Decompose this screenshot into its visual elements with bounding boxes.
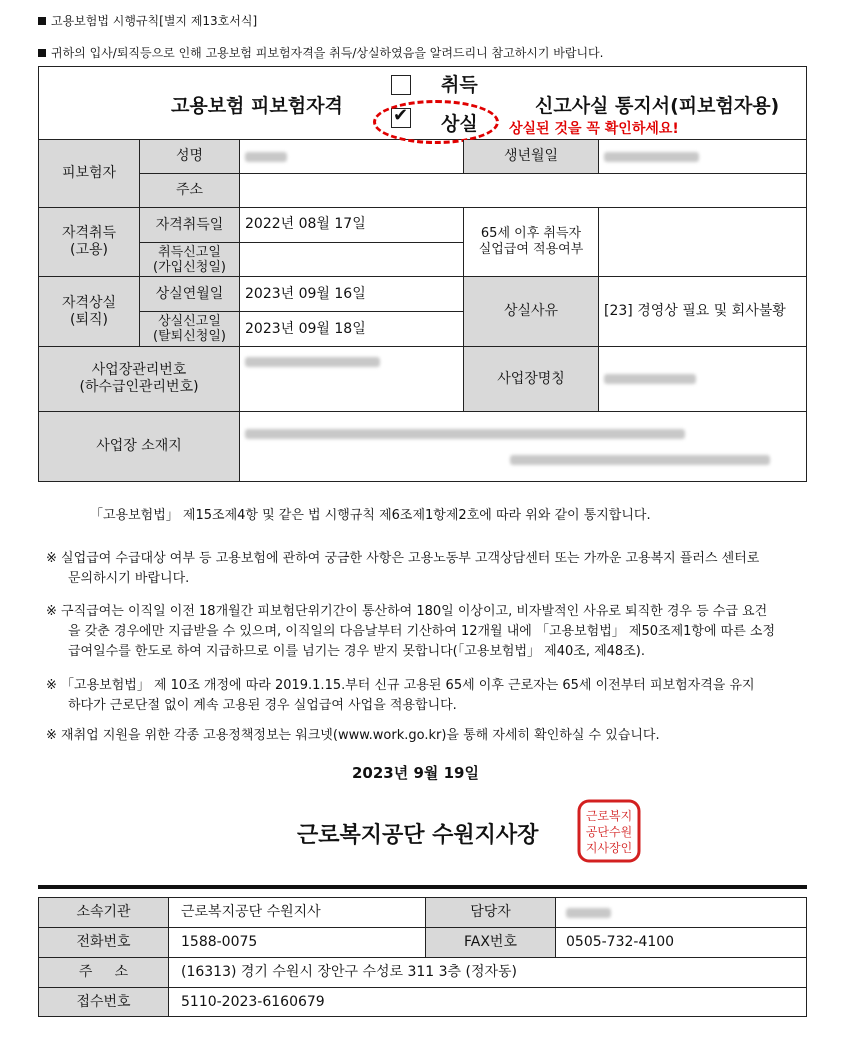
loss-option-label: 상실 xyxy=(441,113,478,135)
birth-value xyxy=(599,140,806,174)
acquire-report-value xyxy=(240,243,464,277)
biz-name-value xyxy=(599,347,806,412)
biz-addr-label: 사업장 소재지 xyxy=(39,412,240,481)
acquire-option-label: 취득 xyxy=(441,74,478,96)
loss-reason-value: [23] 경영상 필요 및 회사불황 xyxy=(599,277,806,347)
biz-no-value xyxy=(240,347,464,412)
note-2-line-1: 구직급여는 이직일 이전 18개월간 피보험단위기간이 통산하여 180일 이상이고, 비자발적인 사유로 퇴직한 경우 등 수급 요건 xyxy=(61,604,768,619)
manager-label: 담당자 xyxy=(426,898,556,928)
seal-line-3: 지사장인 xyxy=(585,841,633,855)
biz-addr-value xyxy=(240,412,806,481)
addr-value: (16313) 경기 수원시 장안구 수성로 311 3층 (정자동) xyxy=(169,958,806,988)
note-3-line-2: 하다가 근로단절 없이 계속 고용된 경우 실업급여 사업을 적용합니다. xyxy=(68,698,457,713)
seal-line-2: 공단수원 xyxy=(585,825,633,839)
redacted-biz-addr-line1 xyxy=(245,429,685,439)
note-3-line-1: 「고용보험법」 제 10조 개정에 따라 2019.1.15.부터 신규 고용된 65세 이후 근로자는 65세 이전부터 피보험자격을 유지 xyxy=(61,678,755,693)
acquire-checkbox[interactable] xyxy=(391,75,411,95)
note-mark: ※ xyxy=(46,678,57,693)
receipt-label: 접수번호 xyxy=(39,988,169,1016)
note-4 xyxy=(46,726,660,746)
issue-date: 2023년 9월 19일 xyxy=(352,764,479,782)
checkmark-icon: ✔ xyxy=(393,105,409,126)
fax-value: 0505-732-4100 xyxy=(556,928,806,958)
insured-label: 피보험자 xyxy=(39,140,140,208)
redacted-biz-name xyxy=(604,374,696,384)
acquire-group-label: 자격취득 (고용) xyxy=(39,208,140,277)
name-value xyxy=(240,140,464,174)
address-value xyxy=(240,174,806,208)
bullet-square-icon xyxy=(38,17,46,25)
seal-line-1: 근로복지 xyxy=(585,809,633,823)
note-mark: ※ xyxy=(46,551,57,566)
addr-label: 주 소 xyxy=(39,958,169,988)
note-mark: ※ xyxy=(46,604,57,619)
address-label: 주소 xyxy=(140,174,240,208)
loss-report-label: 상실신고일 (탈퇴신청일) xyxy=(140,312,240,347)
contact-info-table xyxy=(38,897,807,1017)
note-1 xyxy=(46,549,759,589)
manager-value xyxy=(556,898,806,928)
fax-label: FAX번호 xyxy=(426,928,556,958)
notification-form xyxy=(38,66,807,482)
form-reference-text: 고용보험법 시행규칙[별지 제13호서식] xyxy=(51,14,258,28)
loss-date-label: 상실연월일 xyxy=(140,277,240,312)
bullet-square-icon xyxy=(38,49,46,57)
biz-name-label: 사업장명칭 xyxy=(464,347,599,412)
redacted-biz-addr-line2 xyxy=(510,455,770,465)
phone-label: 전화번호 xyxy=(39,928,169,958)
acquire-date-label: 자격취득일 xyxy=(140,208,240,243)
note-3 xyxy=(46,676,755,716)
note-1-line-2: 문의하시기 바랍니다. xyxy=(68,571,190,586)
redacted-biz-no xyxy=(245,357,380,367)
note-2 xyxy=(46,602,775,662)
over65-label: 65세 이후 취득자 실업급여 적용여부 xyxy=(464,208,599,277)
phone-value: 1588-0075 xyxy=(169,928,426,958)
biz-no-label: 사업장관리번호 (하수급인관리번호) xyxy=(39,347,240,412)
loss-report-value: 2023년 09월 18일 xyxy=(240,312,464,347)
form-title-left: 고용보험 피보험자격 xyxy=(171,95,343,117)
redacted-name xyxy=(245,152,287,162)
loss-date-value: 2023년 09월 16일 xyxy=(240,277,464,312)
notice-line-text: 귀하의 입사/퇴직등으로 인해 고용보험 피보험자격을 취득/상실하였음을 알려드리니 참고하시기 바랍니다. xyxy=(51,46,604,60)
issuer-name: 근로복지공단 수원지사장 xyxy=(297,823,539,848)
note-4-line-1: 재취업 지원을 위한 각종 고용정책정보는 워크넷(www.work.go.kr)을 통해 자세히 확인하실 수 있습니다. xyxy=(61,728,660,743)
notice-line xyxy=(38,44,603,61)
form-title-row xyxy=(39,67,806,140)
over65-value xyxy=(599,208,806,277)
redacted-birth xyxy=(604,152,699,162)
form-title-right: 신고사실 통지서(피보험자용) xyxy=(535,95,780,117)
legal-basis: 「고용보험법」 제15조제4항 및 같은 법 시행규칙 제6조제1항제2호에 따라 위와 같이 통지합니다. xyxy=(90,508,651,523)
birth-label: 생년월일 xyxy=(464,140,599,174)
receipt-value: 5110-2023-6160679 xyxy=(181,993,325,1010)
note-2-line-3: 급여일수를 한도로 하여 지급하므로 이를 넘기는 경우 받지 못합니다(「고용보험법」 제40조, 제48조). xyxy=(68,644,645,659)
loss-reason-label: 상실사유 xyxy=(464,277,599,347)
official-seal-icon xyxy=(576,798,642,864)
warning-text: 상실된 것을 꼭 확인하세요! xyxy=(509,121,679,137)
form-reference xyxy=(38,12,257,29)
name-label: 성명 xyxy=(140,140,240,174)
divider-rule xyxy=(38,885,807,889)
note-mark: ※ xyxy=(46,728,57,743)
redacted-manager xyxy=(566,908,611,918)
red-dashed-highlight xyxy=(373,100,499,144)
note-2-line-2: 을 갖춘 경우에만 지급받을 수 있으며, 이직일의 다음날부터 기산하여 12개월 내에 「고용보험법」 제50조제1항에 따른 소정 xyxy=(68,624,776,639)
org-value: 근로복지공단 수원지사 xyxy=(169,898,426,928)
acquire-date-value: 2022년 08월 17일 xyxy=(240,208,464,243)
note-1-line-1: 실업급여 수급대상 여부 등 고용보험에 관하여 궁금한 사항은 고용노동부 고객상담센터 또는 가까운 고용복지 플러스 센터로 xyxy=(61,551,760,566)
org-label: 소속기관 xyxy=(39,898,169,928)
acquire-report-label: 취득신고일 (가입신청일) xyxy=(140,243,240,277)
loss-group-label: 자격상실 (퇴직) xyxy=(39,277,140,347)
